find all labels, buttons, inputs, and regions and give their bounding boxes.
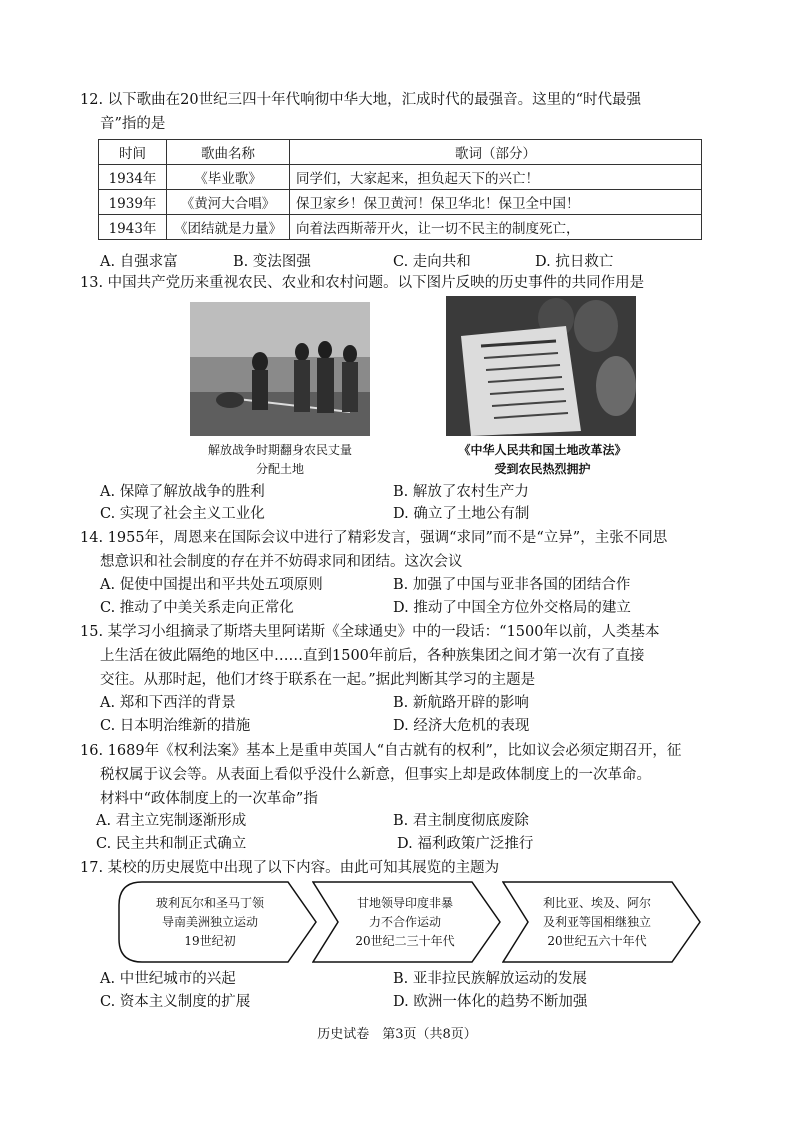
photo-left-caption [180, 441, 380, 479]
page-footer: 历史试卷 第3页（共8页） [317, 1027, 477, 1042]
option-a[interactable]: A. 自强求富 [100, 254, 178, 270]
option-c[interactable]: C. 日本明治维新的措施 [100, 718, 251, 734]
table-cell-song: 《团结就是力量》 [167, 215, 290, 240]
table-row [99, 215, 702, 240]
question-16-stem-line1: 16. 1689年《权利法案》基本上是重申英国人“自古就有的权利”，比如议会必须定期召开，征 [80, 743, 682, 759]
box1-line2: 导南美洲独立运动 [161, 915, 258, 929]
option-d[interactable]: D. 确立了土地公有制 [393, 506, 530, 522]
option-c[interactable]: C. 推动了中美关系走向正常化 [100, 600, 294, 616]
timeline-box-3-text [522, 894, 672, 951]
box1-line1: 玻利瓦尔和圣马丁领 [155, 896, 264, 910]
table-cell-song: 《毕业歌》 [167, 165, 290, 190]
caption-left-line1: 解放战争时期翻身农民丈量 [207, 443, 352, 457]
option-c[interactable]: C. 资本主义制度的扩展 [100, 994, 251, 1010]
box1-line3: 19世纪初 [184, 934, 236, 948]
question-13 [80, 271, 720, 295]
table-cell-song: 《黄河大合唱》 [167, 190, 290, 215]
question-16-stem-line3: 材料中“政体制度上的一次革命”指 [100, 791, 318, 807]
option-c[interactable]: C. 实现了社会主义工业化 [100, 506, 265, 522]
table-cell-time: 1934年 [99, 165, 167, 190]
photo-right-caption [430, 441, 655, 479]
table-row [99, 190, 702, 215]
songs-table [98, 139, 702, 240]
option-a[interactable]: A. 郑和下西洋的背景 [100, 695, 236, 711]
box3-line3: 20世纪五六十年代 [547, 934, 647, 948]
box2-line2: 力不合作运动 [368, 915, 441, 929]
photo-land-reform-law-image [446, 296, 636, 436]
option-b[interactable]: B. 变法图强 [233, 254, 311, 270]
question-17-stem: 17. 某校的历史展览中出现了以下内容。由此可知其展览的主题为 [80, 860, 500, 876]
question-16 [80, 739, 720, 811]
question-12-stem-line2: 音”指的是 [100, 116, 166, 132]
option-d[interactable]: D. 经济大危机的表现 [393, 718, 530, 734]
option-c[interactable]: C. 走向共和 [393, 254, 471, 270]
table-cell-lyrics: 保卫家乡！保卫黄河！保卫华北！保卫全中国！ [290, 190, 702, 215]
question-14 [80, 526, 720, 574]
box2-line1: 甘地领导印度非暴 [356, 896, 453, 910]
timeline-box-2-text [330, 894, 480, 951]
caption-right-line2: 受到农民热烈拥护 [494, 462, 591, 476]
table-header-row [99, 140, 702, 165]
question-17 [80, 856, 720, 880]
option-b[interactable]: B. 加强了中国与亚非各国的团结合作 [393, 577, 631, 593]
option-b[interactable]: B. 君主制度彻底废除 [393, 813, 529, 829]
question-15-stem-line2: 上生活在彼此隔绝的地区中……直到1500年前后，各种族集团之间才第一次有了直接 [100, 648, 645, 664]
option-a[interactable]: A. 君主立宪制逐渐形成 [96, 813, 247, 829]
table-cell-time: 1939年 [99, 190, 167, 215]
box3-line1: 利比亚、埃及、阿尔 [542, 896, 651, 910]
question-14-stem-line1: 14. 1955年，周恩来在国际会议中进行了精彩发言，强调“求同”而不是“立异”，主张不同思 [80, 530, 668, 546]
option-a[interactable]: A. 促使中国提出和平共处五项原则 [100, 577, 323, 593]
question-12 [80, 88, 720, 136]
question-16-stem-line2: 税权属于议会等。从表面上看似乎没什么新意，但事实上却是政体制度上的一次革命。 [100, 767, 651, 783]
table-header-time: 时间 [99, 140, 167, 165]
table-row [99, 165, 702, 190]
option-c[interactable]: C. 民主共和制正式确立 [96, 836, 247, 852]
option-b[interactable]: B. 亚非拉民族解放运动的发展 [393, 971, 587, 987]
photo-land-measurement-image [190, 302, 370, 436]
option-d[interactable]: D. 推动了中国全方位外交格局的建立 [393, 600, 631, 616]
option-b[interactable]: B. 新航路开辟的影响 [393, 695, 529, 711]
option-d[interactable]: D. 抗日救亡 [535, 254, 614, 270]
question-15-stem-line3: 交往。从那时起，他们才终于联系在一起。”据此判断其学习的主题是 [100, 672, 536, 688]
caption-left-line2: 分配土地 [255, 462, 304, 476]
timeline-box-1-text [122, 894, 298, 951]
table-cell-time: 1943年 [99, 215, 167, 240]
question-13-stem: 13. 中国共产党历来重视农民、农业和农村问题。以下图片反映的历史事件的共同作用是 [80, 275, 645, 291]
question-14-stem-line2: 想意识和社会制度的存在并不妨碍求同和团结。这次会议 [100, 554, 463, 570]
question-12-stem-line1: 12. 以下歌曲在20世纪三四十年代响彻中华大地，汇成时代的最强音。这里的“时代最强 [80, 92, 642, 108]
question-15-stem-line1: 15. 某学习小组摘录了斯塔夫里阿诺斯《全球通史》中的一段话：“1500年以前，人类基本 [80, 624, 660, 640]
option-d[interactable]: D. 福利政策广泛推行 [397, 836, 534, 852]
option-a[interactable]: A. 中世纪城市的兴起 [100, 971, 236, 987]
table-cell-lyrics: 向着法西斯蒂开火，让一切不民主的制度死亡， [290, 215, 702, 240]
caption-right-line1: 《中华人民共和国土地改革法》 [458, 443, 627, 457]
question-15 [80, 620, 720, 692]
table-header-song: 歌曲名称 [167, 140, 290, 165]
option-b[interactable]: B. 解放了农村生产力 [393, 484, 529, 500]
option-a[interactable]: A. 保障了解放战争的胜利 [100, 484, 265, 500]
photo-land-reform-law [446, 296, 636, 436]
table-header-lyrics: 歌词（部分） [290, 140, 702, 165]
photo-land-measurement [190, 302, 370, 436]
table-cell-lyrics: 同学们，大家起来，担负起天下的兴亡！ [290, 165, 702, 190]
option-d[interactable]: D. 欧洲一体化的趋势不断加强 [393, 994, 588, 1010]
box2-line3: 20世纪二三十年代 [355, 934, 455, 948]
box3-line2: 及利亚等国相继独立 [542, 915, 651, 929]
